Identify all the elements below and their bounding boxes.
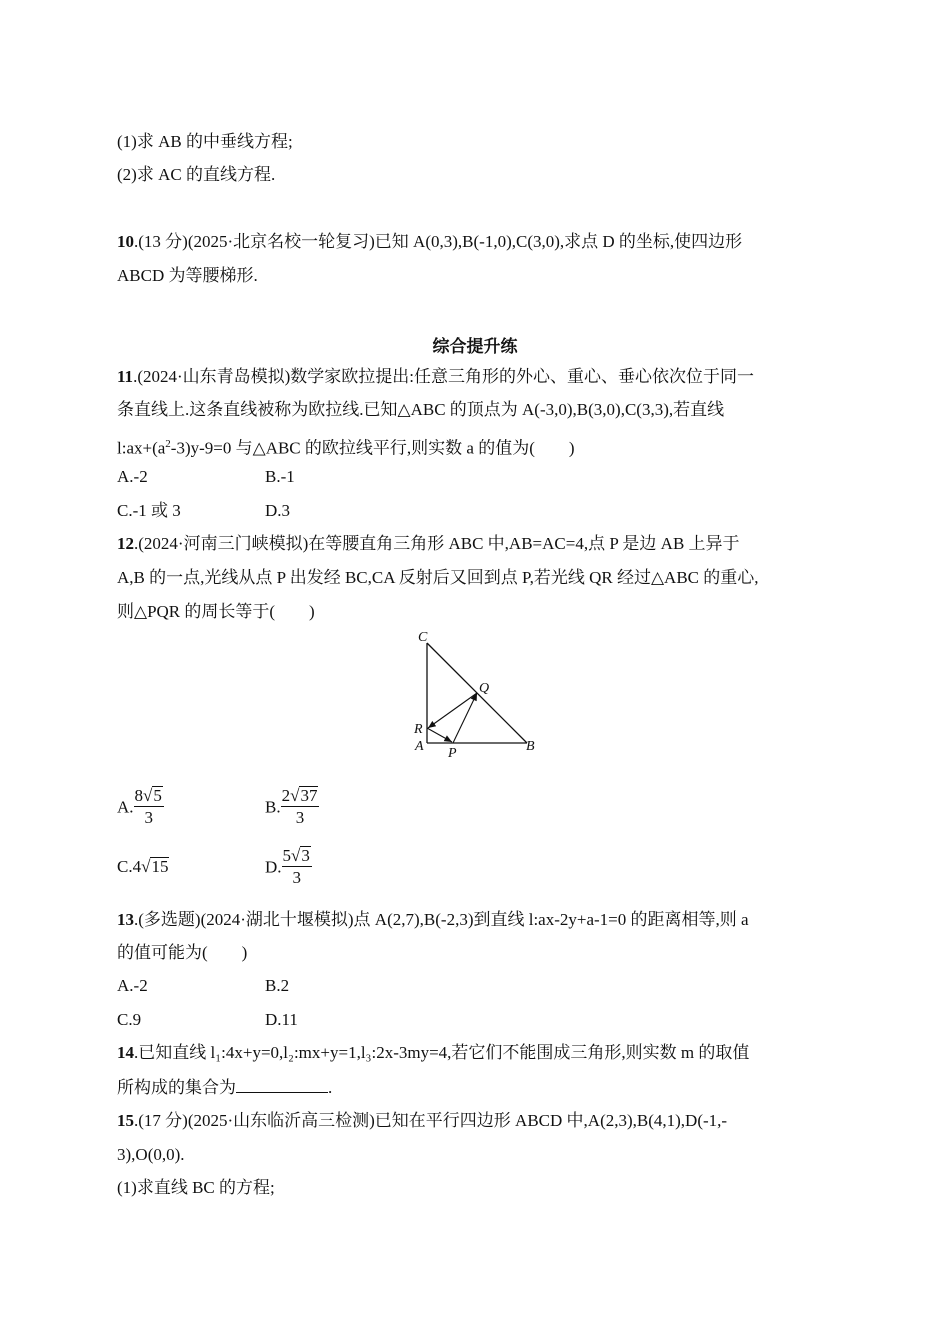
- ray-qr: [428, 693, 477, 728]
- q11-line3-sup: 2: [165, 438, 171, 450]
- q13-option-a: A.-2: [117, 976, 148, 995]
- q12-figure: [405, 625, 555, 765]
- q10-text: .(13 分)(2025·北京名校一轮复习)已知 A(0,3),B(-1,0),C(3,0),求点 D 的坐标,使四边形: [134, 232, 743, 251]
- q12-option-b: [265, 786, 319, 829]
- q12-option-a-den: 3: [144, 808, 153, 827]
- q14-line2-end: .: [328, 1078, 333, 1097]
- q11-option-a: A.-2: [117, 467, 148, 486]
- q9-part2: (2)求 AC 的直线方程.: [117, 165, 276, 184]
- q14-line2: [117, 1076, 332, 1099]
- q12-option-c-prefix: C.4: [117, 857, 142, 876]
- q13-line2: 的值可能为( ): [117, 943, 248, 962]
- q13-number: 13: [117, 910, 134, 929]
- q11-line3-a: l:ax+(a: [117, 438, 166, 458]
- label-a: A: [415, 739, 424, 754]
- q13-text: .(多选题)(2024·湖北十堰模拟)点 A(2,7),B(-2,3)到直线 l:ax-2y+a-1=0 的距离相等,则 a: [134, 910, 749, 929]
- answer-blank: [236, 1076, 328, 1093]
- label-q: Q: [479, 681, 490, 696]
- q14-text: .已知直线 l₁:4x+y=0,l₂:mx+y=1,l₃:2x-3my=4,若它们不能围成三角形,则实数 m 的取值: [134, 1043, 750, 1062]
- q13-line1: [117, 909, 749, 931]
- q11-line2: 条直线上.这条直线被称为欧拉线.已知△ABC 的顶点为 A(-3,0),B(3,0),C(3,3),若直线: [117, 400, 725, 419]
- q15-line2: 3),O(0,0).: [117, 1145, 185, 1164]
- q12-line2: A,B 的一点,光线从点 P 出发经 BC,CA 反射后又回到点 P,若光线 QR 经过△ABC 的重心,: [117, 568, 759, 587]
- ray-rp: [427, 728, 452, 742]
- q12-option-a-coef: 8: [134, 786, 144, 805]
- q11-option-d: D.3: [265, 501, 291, 520]
- q11-text: .(2024·山东青岛模拟)数学家欧拉提出:任意三角形的外心、重心、垂心依次位于同一: [133, 367, 755, 386]
- q12-text: .(2024·河南三门峡模拟)在等腰直角三角形 ABC 中,AB=AC=4,点 P 是边 AB 上异于: [134, 534, 740, 553]
- q14-number: 14: [117, 1043, 134, 1062]
- section-title: 综合提升练: [432, 337, 518, 356]
- q12-option-d-coef: 5: [282, 846, 292, 865]
- q14-line2-text: 所构成的集合为: [117, 1078, 236, 1097]
- q12-line3: 则△PQR 的周长等于( ): [117, 602, 315, 621]
- q10-line1: [117, 231, 742, 253]
- q12-option-b-fraction: $\frac{2√37}{3}$: [281, 786, 318, 827]
- ray-pq: [453, 693, 477, 743]
- q11-line3: [117, 433, 575, 460]
- label-p: P: [448, 746, 457, 761]
- q11-option-b: B.-1: [265, 467, 295, 486]
- label-c: C: [418, 630, 428, 645]
- q12-option-c: C.4√15: [117, 857, 169, 876]
- q13-option-b: B.2: [265, 976, 290, 995]
- q11-option-c: C.-1 或 3: [117, 501, 181, 520]
- q12-option-b-coef: 2: [281, 786, 291, 805]
- q15-text: .(17 分)(2025·山东临沂高三检测)已知在平行四边形 ABCD 中,A(2,3),B(4,1),D(-1,-: [134, 1111, 728, 1130]
- q12-option-a-fraction: $\frac{8√5}{3}$: [134, 786, 162, 827]
- q12-option-d: [265, 846, 312, 889]
- q13-option-c: C.9: [117, 1010, 142, 1029]
- q12-option-b-den: 3: [295, 808, 305, 827]
- q12-option-b-radicand: 37: [300, 786, 318, 805]
- q15-line1: [117, 1110, 727, 1132]
- q12-number: 12: [117, 534, 134, 553]
- q12-option-a: [117, 786, 164, 829]
- q12-option-d-radicand: 3: [301, 846, 310, 865]
- label-b: B: [526, 739, 535, 754]
- q12-option-a-radicand: 5: [153, 786, 162, 805]
- q11-line1: [117, 366, 754, 388]
- q15-part1: (1)求直线 BC 的方程;: [117, 1178, 275, 1197]
- q12-option-d-den: 3: [292, 868, 301, 887]
- q12-option-d-fraction: $\frac{5√3}{3}$: [282, 846, 310, 887]
- q12-option-a-prefix: A.: [117, 797, 134, 817]
- q11-number: 11: [117, 367, 134, 386]
- q10-number: 10: [117, 232, 134, 251]
- q10-line2: ABCD 为等腰梯形.: [117, 266, 258, 285]
- q12-line1: [117, 533, 740, 555]
- q15-number: 15: [117, 1111, 134, 1130]
- q12-option-d-prefix: D.: [265, 857, 282, 877]
- label-r: R: [414, 722, 423, 737]
- q13-option-d: D.11: [265, 1010, 298, 1029]
- q12-option-b-prefix: B.: [265, 797, 281, 817]
- q12-option-c-radicand: 15: [151, 857, 169, 876]
- q14-line1: [117, 1042, 749, 1064]
- q9-part1: (1)求 AB 的中垂线方程;: [117, 132, 293, 151]
- q11-line3-b: -3)y-9=0 与△ABC 的欧拉线平行,则实数 a 的值为( ): [170, 438, 575, 458]
